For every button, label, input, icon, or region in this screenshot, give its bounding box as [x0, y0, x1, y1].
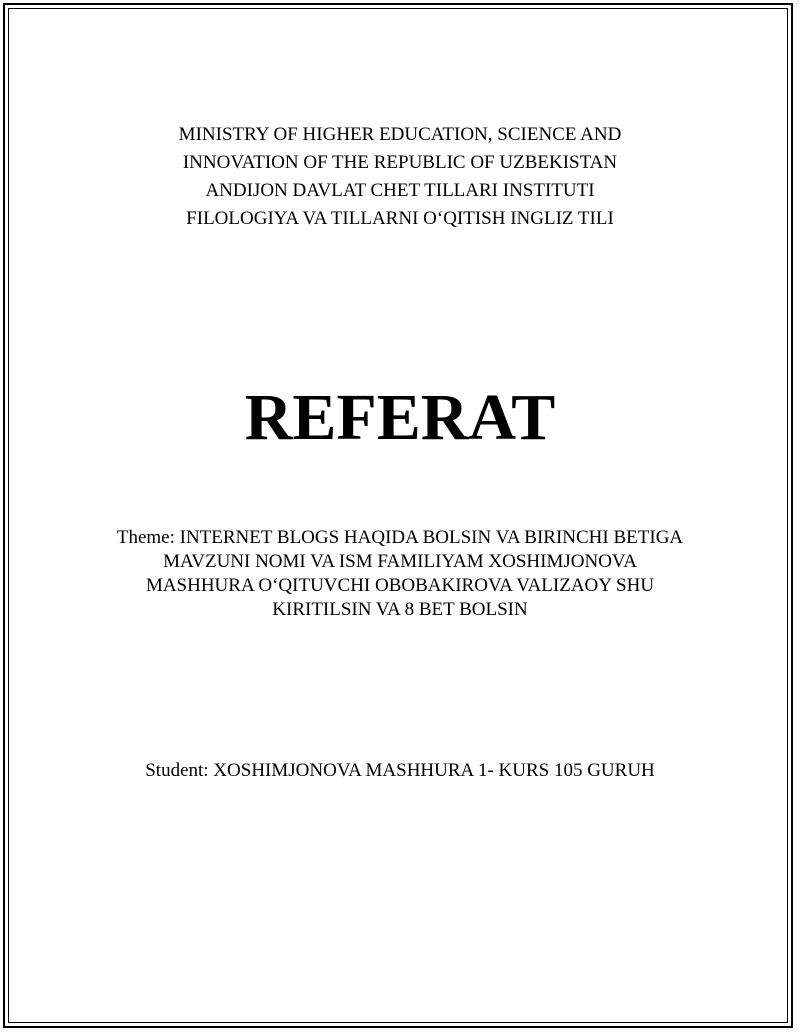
theme-line: MAVZUNI NOMI VA ISM FAMILIYAM XOSHIMJONOVA	[163, 551, 637, 572]
header-line: INNOVATION OF THE REPUBLIC OF UZBEKISTAN	[182, 152, 618, 173]
student-line: Student: XOSHIMJONOVA MASHHURA 1- KURS 105 GURUH	[145, 760, 655, 781]
theme-block	[0, 526, 800, 622]
header-line: FILOLOGIYA VA TILLARNI O‘QITISH INGLIZ TILI	[186, 208, 614, 229]
institution-header	[0, 121, 800, 233]
header-line: MINISTRY OF HIGHER EDUCATION, SCIENCE AND	[178, 124, 622, 145]
theme-line: MASHHURA O‘QITUVCHI OBOBAKIROVA VALIZAOY SHU	[145, 575, 655, 596]
theme-line: KIRITILSIN VA 8 BET BOLSIN	[272, 599, 528, 620]
header-line: ANDIJON DAVLAT CHET TILLARI INSTITUTI	[205, 180, 595, 201]
document-title: REFERAT	[244, 381, 556, 454]
theme-line: Theme: INTERNET BLOGS HAQIDA BOLSIN VA BIRINCHI BETIGA	[116, 527, 684, 548]
